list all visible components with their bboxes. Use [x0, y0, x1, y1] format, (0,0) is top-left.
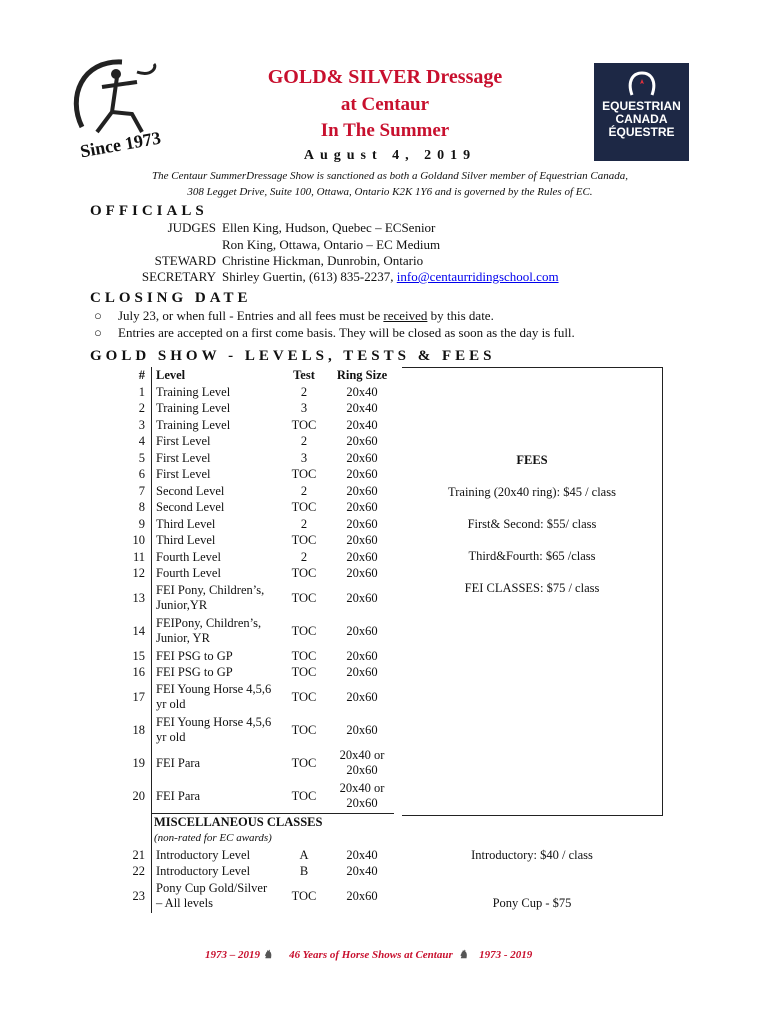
cell-ring: 20x60: [346, 689, 378, 704]
cell-num: 22: [113, 863, 152, 880]
header-level: Level: [156, 368, 186, 382]
cell-level: Training Level: [156, 401, 231, 415]
cell-ring: 20x60: [346, 434, 378, 448]
official-value: Ellen King, Hudson, Quebec – ECSenior: [222, 220, 436, 235]
cell-level: Third Level: [156, 533, 216, 547]
cell-ring: 20x60: [346, 888, 378, 903]
cell-level: Training Level: [156, 384, 231, 399]
horse-icon: ♞: [458, 949, 469, 961]
fee-pony-cup: Pony Cup - $75: [492, 896, 572, 910]
cell-level: Second Level: [156, 500, 225, 514]
cell-level: Second Level: [156, 483, 225, 498]
cell-ring: 20x40: [346, 417, 378, 432]
cell-num: 5: [113, 450, 152, 467]
cell-empty: [113, 830, 152, 847]
closing-text: July 23, or when full - Entries and all fees must be: [118, 308, 384, 323]
intro-text: [120, 168, 660, 200]
cell-num: 13: [113, 582, 152, 615]
closing-text: Entries are accepted on a first come basis. They will be closed as soon as the day is full.: [118, 325, 575, 340]
official-value: Christine Hickman, Dunrobin, Ontario: [222, 253, 424, 268]
fee-fei: FEI CLASSES: $75 / class: [464, 581, 600, 595]
ec-logo-line1: EQUESTRIAN: [602, 99, 681, 113]
official-label: STEWARD: [154, 253, 216, 268]
cell-ring: 20x60: [346, 566, 378, 580]
cell-ring: 20x60: [346, 483, 378, 498]
cell-num: 8: [113, 499, 152, 516]
cell-ring: 20x60: [346, 722, 378, 737]
cell-ring: 20x60: [346, 516, 378, 531]
ec-logo-line3: ÉQUESTRE: [608, 125, 675, 139]
cell-ring: 20x60: [346, 533, 378, 547]
cell-ring: 20x40: [346, 384, 378, 399]
cell-num: 15: [113, 648, 152, 665]
misc-heading: MISCELLANEOUS CLASSES: [152, 813, 395, 830]
footer: [205, 948, 532, 961]
closing-heading: CLOSING DATE: [90, 290, 252, 306]
table-row: [113, 400, 394, 417]
footer-right: 1973 - 2019: [479, 949, 533, 961]
table-row: [113, 664, 394, 681]
official-value: Shirley Guertin, (613) 835-2237,: [222, 269, 397, 284]
table-row: [113, 433, 394, 450]
cell-test: TOC: [291, 722, 317, 737]
closing-underlined: received: [383, 308, 428, 323]
table-row: [113, 417, 394, 434]
cell-ring: 20x40 or 20x60: [339, 781, 385, 810]
cell-test: TOC: [291, 648, 317, 663]
header-num: #: [113, 367, 152, 384]
cell-num: 19: [113, 747, 152, 780]
cell-level: Pony Cup Gold/Silver – All levels: [156, 881, 268, 910]
table-row: [113, 880, 394, 913]
fee-first-second: First& Second: $55/ class: [467, 517, 597, 531]
cell-level: FEI Para: [156, 755, 201, 770]
cell-ring: 20x60: [346, 500, 378, 514]
cell-test: 3: [300, 401, 308, 415]
closing-text: by this date.: [427, 308, 494, 323]
intro-line1: The Centaur SummerDressage Show is sanctioned as both a Goldand Silver member of Equestrian Canada,: [152, 170, 628, 182]
cell-ring: 20x40: [346, 401, 378, 415]
cell-test: 2: [300, 384, 308, 399]
email-link[interactable]: info@centaurridingschool.com: [396, 269, 559, 284]
table-row: [113, 483, 394, 500]
table-row: [113, 499, 394, 516]
misc-sub-row: [113, 830, 394, 847]
table-row: [113, 516, 394, 533]
cell-num: 2: [113, 400, 152, 417]
title-line3: In The Summer: [320, 120, 450, 141]
cell-level: Introductory Level: [156, 847, 251, 862]
closing-bullet-1: [94, 308, 494, 324]
cell-level: FEI PSG to GP: [156, 648, 233, 663]
cell-ring: 20x60: [346, 623, 378, 638]
table-row: [113, 747, 394, 780]
cell-level: First Level: [156, 434, 211, 448]
cell-num: 10: [113, 532, 152, 549]
cell-ring: 20x60: [346, 450, 378, 465]
cell-level: Fourth Level: [156, 549, 221, 564]
cell-level: First Level: [156, 467, 211, 481]
fee-introductory: Introductory: $40 / class: [471, 848, 593, 862]
table-row: [113, 780, 394, 814]
fees-heading: FEES: [516, 453, 548, 467]
officials-row-steward: [90, 253, 690, 269]
cell-test: 2: [300, 434, 308, 448]
equestrian-canada-logo: [594, 63, 689, 161]
bullet-icon: ○: [94, 308, 102, 323]
cell-level: FEIPony, Children’s, Junior, YR: [156, 616, 262, 645]
table-row: [113, 466, 394, 483]
table-row: [113, 384, 394, 401]
cell-test: TOC: [291, 533, 317, 547]
table-header-row: [113, 367, 394, 384]
cell-test: TOC: [291, 755, 317, 770]
ec-logo-line2: CANADA: [615, 112, 668, 126]
cell-num: 7: [113, 483, 152, 500]
closing-bullet-2: [94, 325, 575, 341]
title-line1: GOLD& SILVER Dressage: [267, 66, 503, 88]
officials-row-secretary: [90, 269, 690, 285]
cell-num: 20: [113, 780, 152, 814]
cell-level: FEI Young Horse 4,5,6 yr old: [156, 715, 272, 744]
cell-ring: 20x60: [346, 467, 378, 481]
cell-num: 18: [113, 714, 152, 747]
cell-test: TOC: [291, 417, 317, 432]
fee-third-fourth: Third&Fourth: $65 /class: [468, 549, 596, 563]
horse-icon: ♞: [262, 949, 273, 961]
horseshoe-icon: [594, 71, 689, 100]
table-row: [113, 681, 394, 714]
table-row: [113, 714, 394, 747]
cell-num: 23: [113, 880, 152, 913]
cell-num: 16: [113, 664, 152, 681]
cell-ring: 20x60: [346, 590, 378, 605]
cell-level: FEI PSG to GP: [156, 665, 233, 679]
cell-level: Training Level: [156, 417, 231, 432]
cell-test: TOC: [291, 689, 317, 704]
cell-test: B: [299, 864, 309, 878]
table-row: [113, 450, 394, 467]
cell-level: FEI Young Horse 4,5,6 yr old: [156, 682, 272, 711]
cell-test: 2: [300, 516, 308, 531]
intro-line2: 308 Legget Drive, Suite 100, Ottawa, Ontario K2K 1Y6 and is governed by the Rules of EC.: [187, 186, 593, 198]
cell-ring: 20x40: [346, 864, 378, 878]
table-row: [113, 565, 394, 582]
bullet-icon: ○: [94, 325, 102, 340]
cell-test: 2: [300, 483, 308, 498]
official-label: JUDGES: [167, 220, 216, 235]
cell-num: 1: [113, 384, 152, 401]
cell-num: 11: [113, 549, 152, 566]
cell-level: Third Level: [156, 516, 216, 531]
cell-level: FEI Pony, Children’s, Junior,YR: [156, 583, 265, 612]
cell-num: 3: [113, 417, 152, 434]
cell-ring: 20x60: [346, 549, 378, 564]
table-row: [113, 863, 394, 880]
officials-row-judge2: [90, 237, 690, 253]
table-row: [113, 615, 394, 648]
cell-level: Fourth Level: [156, 566, 221, 580]
cell-test: TOC: [291, 500, 317, 514]
centaur-logo: [62, 52, 164, 162]
cell-test: 3: [300, 450, 308, 465]
footer-middle: 46 Years of Horse Shows at Centaur: [289, 949, 453, 961]
title-line2: at Centaur: [340, 94, 430, 115]
cell-ring: 20x40: [346, 847, 378, 862]
misc-heading-row: [113, 813, 394, 830]
cell-empty: [113, 813, 152, 830]
cell-num: 14: [113, 615, 152, 648]
official-value: Ron King, Ottawa, Ontario – EC Medium: [222, 237, 441, 252]
misc-subheading: (non-rated for EC awards): [154, 832, 272, 844]
table-row: [113, 582, 394, 615]
cell-num: 12: [113, 565, 152, 582]
cell-num: 17: [113, 681, 152, 714]
header-test: Test: [293, 368, 315, 382]
table-row: [113, 648, 394, 665]
official-label: SECRETARY: [141, 269, 216, 284]
cell-num: 21: [113, 847, 152, 864]
levels-table: [113, 367, 394, 913]
show-date: August 4, 2019: [303, 148, 477, 163]
header-ring: Ring Size: [336, 368, 388, 382]
footer-left: 1973 – 2019: [205, 949, 260, 961]
cell-num: 6: [113, 466, 152, 483]
cell-ring: 20x60: [346, 665, 378, 679]
cell-test: TOC: [291, 623, 317, 638]
table-row: [113, 847, 394, 864]
cell-ring: 20x60: [346, 648, 378, 663]
cell-test: A: [299, 847, 309, 862]
table-row: [113, 532, 394, 549]
cell-test: TOC: [291, 888, 317, 903]
officials-heading: OFFICIALS: [90, 203, 208, 219]
cell-ring: 20x40 or 20x60: [339, 748, 385, 777]
cell-level: FEI Para: [156, 788, 201, 803]
cell-level: Introductory Level: [156, 864, 251, 878]
cell-test: TOC: [291, 566, 317, 580]
cell-test: TOC: [291, 467, 317, 481]
cell-num: 4: [113, 433, 152, 450]
cell-test: TOC: [291, 590, 317, 605]
cell-level: First Level: [156, 450, 211, 465]
fee-training: Training (20x40 ring): $45 / class: [448, 485, 616, 499]
cell-test: TOC: [291, 665, 317, 679]
cell-num: 9: [113, 516, 152, 533]
logo-since-text: Since 1973: [78, 127, 163, 162]
table-row: [113, 549, 394, 566]
cell-test: 2: [300, 549, 308, 564]
officials-row-judges: [90, 220, 690, 236]
gold-show-heading: GOLD SHOW - LEVELS, TESTS & FEES: [90, 348, 496, 364]
cell-test: TOC: [291, 788, 317, 803]
